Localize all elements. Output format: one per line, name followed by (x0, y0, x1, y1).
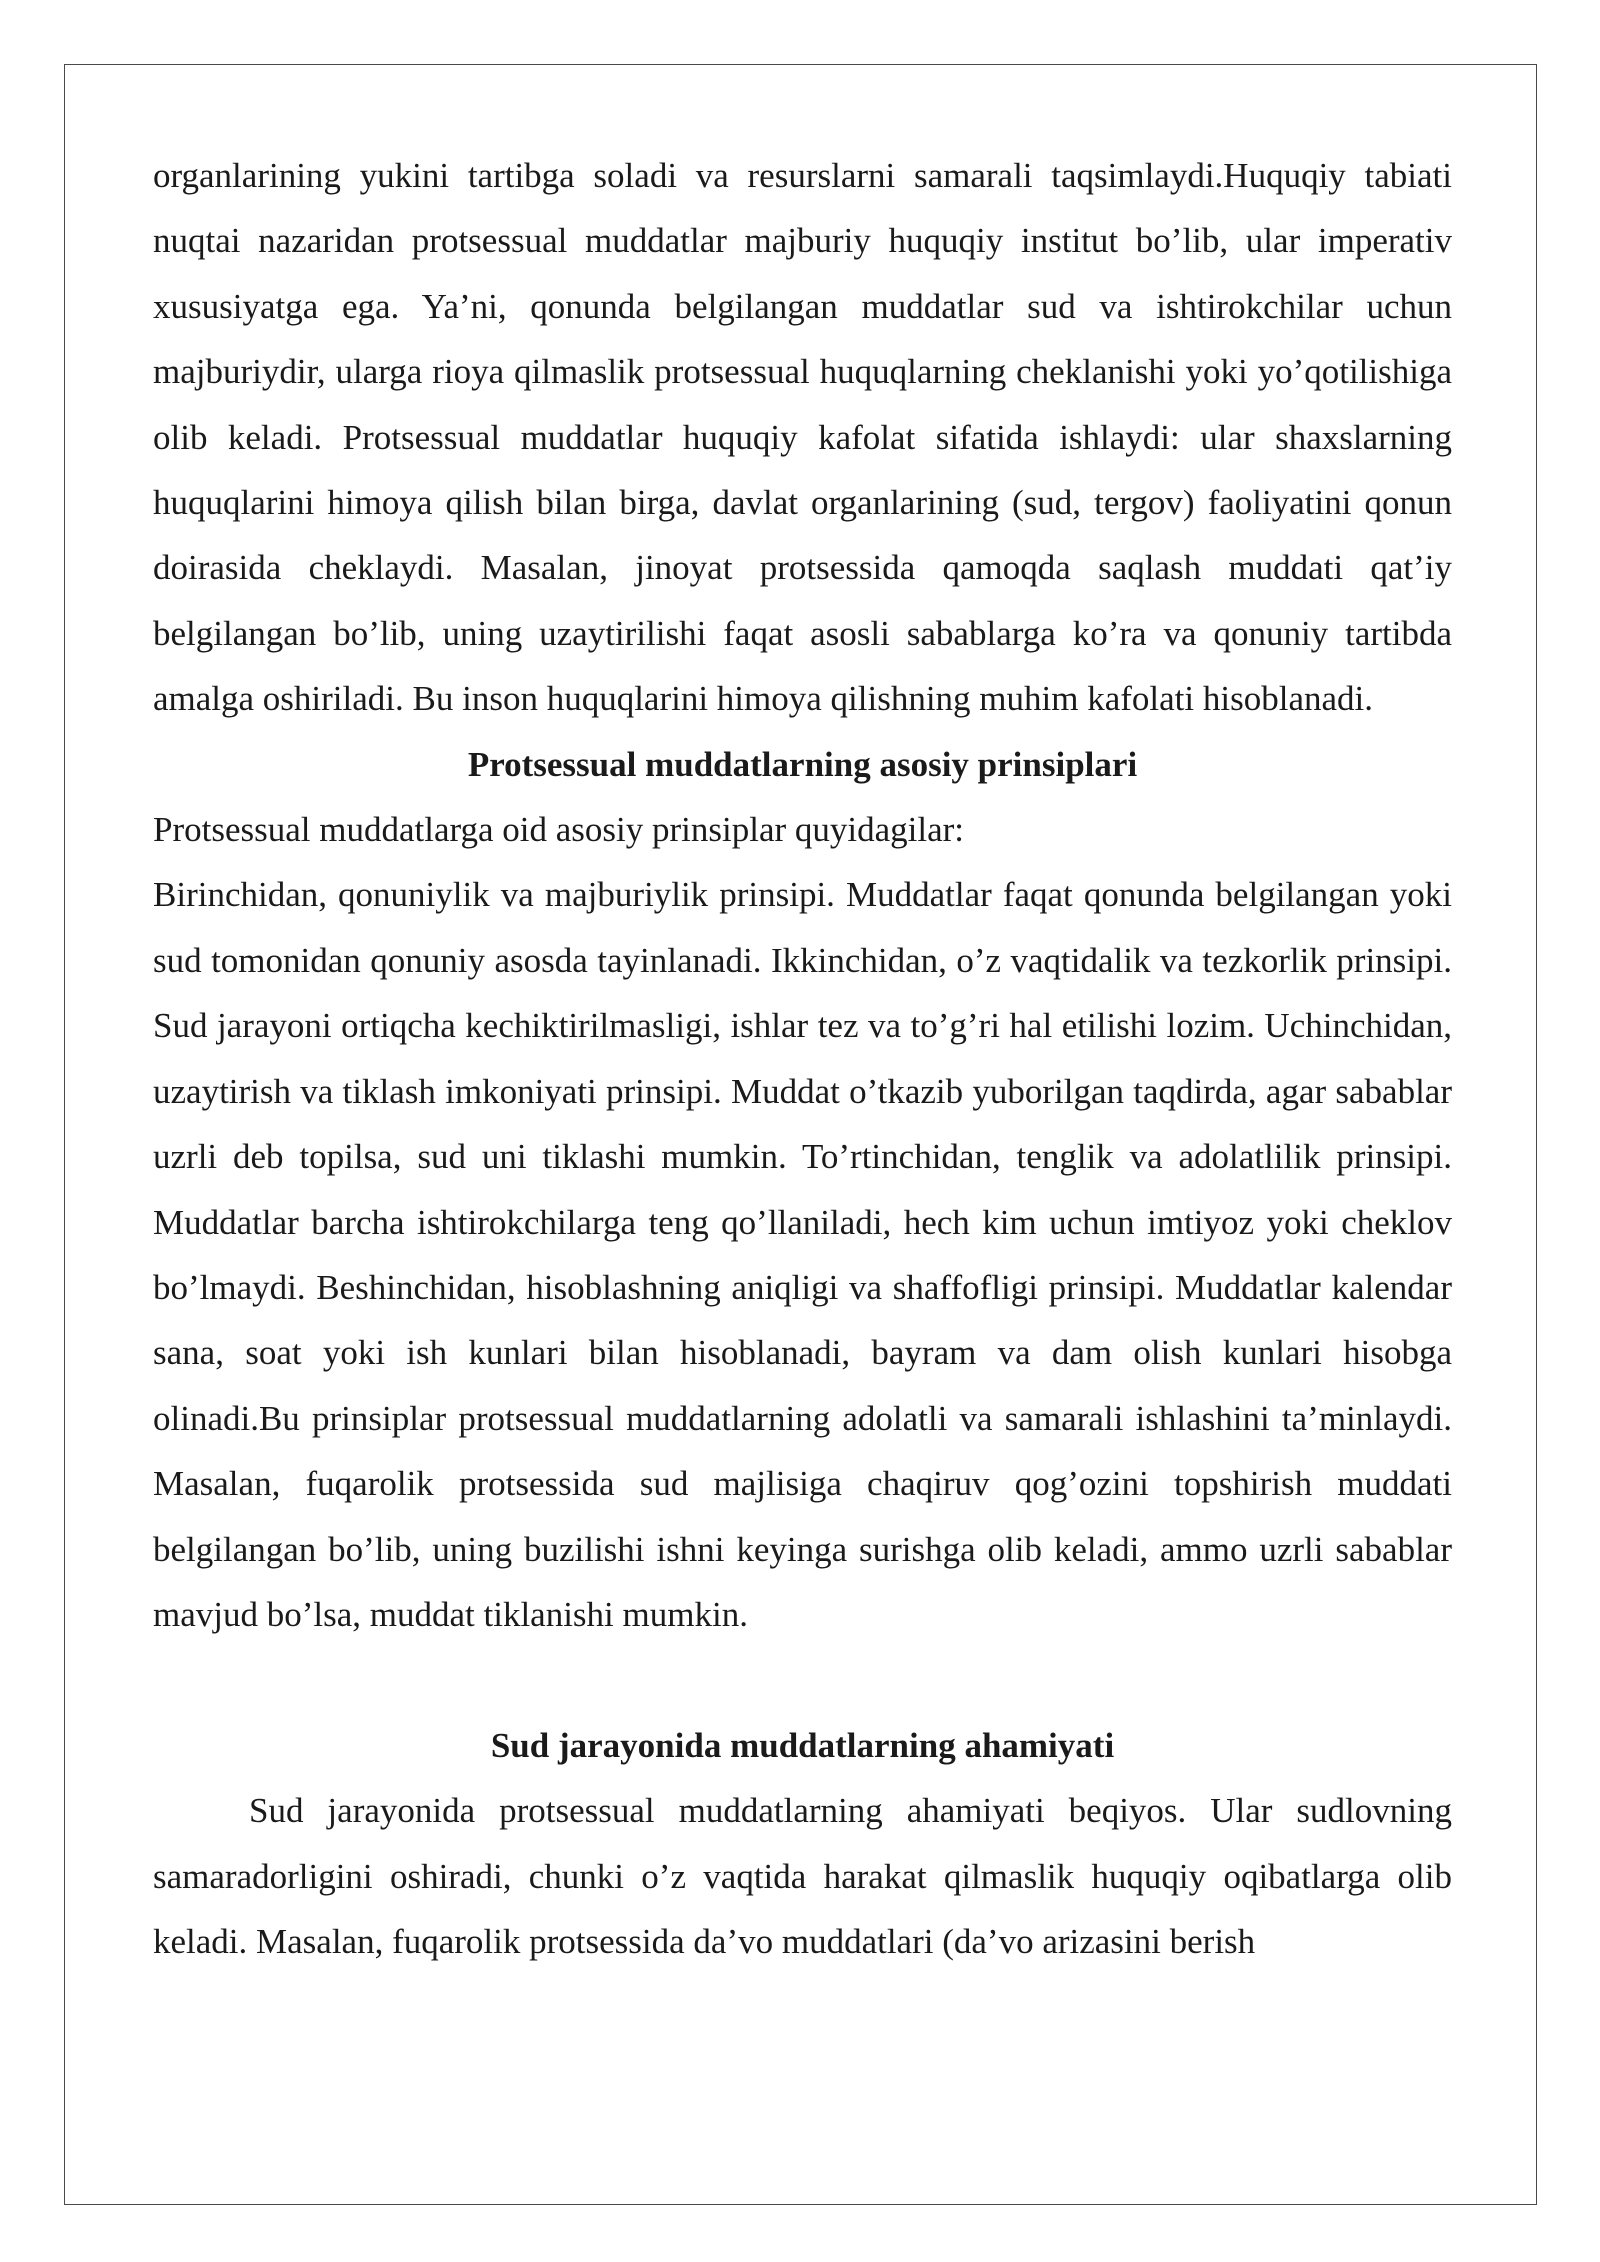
body-paragraph: Protsessual muddatlarga oid asosiy prinsiplar quyidagilar: (153, 810, 965, 850)
document-body (153, 143, 1452, 1974)
blank-line (153, 1647, 1452, 1712)
body-paragraph: Birinchidan, qonuniylik va majburiylik prinsipi. Muddatlar faqat qonunda belgilangan yoki sud tomonidan qonuniy asosda tayinlanadi. Ikkinchidan, o’z vaqtidalik va tezkorlik prinsipi. Sud jarayoni ortiqcha kechiktirilmasligi, ishlar tez va to’g’ri hal etilishi lozim. Uchinchidan, uzaytirish va tiklash imkoniyati prinsipi. Muddat o’tkazib yuborilgan taqdirda, agar sabablar uzrli deb topilsa, sud uni tiklashi mumkin. To’rtinchidan, tenglik va adolatlilik prinsipi. Muddatlar barcha ishtirokchilarga teng qo’llaniladi, hech kim uchun imtiyoz yoki cheklov bo’lmaydi. Beshinchidan, hisoblashning aniqligi va shaffofligi prinsipi. Muddatlar kalendar sana, soat yoki ish kunlari bilan hisoblanadi, bayram va dam olish kunlari hisobga olinadi.Bu prinsiplar protsessual muddatlarning adolatli va samarali ishlashini ta’minlaydi. Masalan, fuqarolik protsessida sud majlisiga chaqiruv qog’ozini topshirish muddati belgilangan bo’lib, uning buzilishi ishni keyinga surishga olib keladi, ammo uzrli sabablar mavjud bo’lsa, muddat tiklanishi mumkin. (153, 875, 1452, 1634)
section-heading: Protsessual muddatlarning asosiy prinsiplari (467, 744, 1138, 784)
body-paragraph: organlarining yukini tartibga soladi va resurslarni samarali taqsimlaydi.Huquqiy tabiati nuqtai nazaridan protsessual muddatlar majburiy huquqiy institut bo’lib, ular imperativ xususiyatga ega. Ya’ni, qonunda belgilangan muddatlar sud va ishtirokchilar uchun majburiydir, ularga rioya qilmaslik protsessual huquqlarning cheklanishi yoki yo’qotilishiga olib keladi. Protsessual muddatlar huquqiy kafolat sifatida ishlaydi: ular shaxslarning huquqlarini himoya qilish bilan birga, davlat organlarining (sud, tergov) faoliyatini qonun doirasida cheklaydi. Masalan, jinoyat protsessida qamoqda saqlash muddati qat’iy belgilangan bo’lib, uning uzaytirilishi faqat asosli sabablarga ko’ra va qonuniy tartibda amalga oshiriladi. Bu inson huquqlarini himoya qilishning muhim kafolati hisoblanadi. (153, 156, 1452, 719)
body-paragraph: Sud jarayonida protsessual muddatlarning ahamiyati beqiyos. Ular sudlovning samaradorligini oshiradi, chunki o’z vaqtida harakat qilmaslik huquqiy oqibatlarga olib keladi. Masalan, fuqarolik protsessida da’vo muddatlari (da’vo arizasini berish (153, 1791, 1452, 1961)
section-heading: Sud jarayonida muddatlarning ahamiyati (490, 1725, 1115, 1765)
